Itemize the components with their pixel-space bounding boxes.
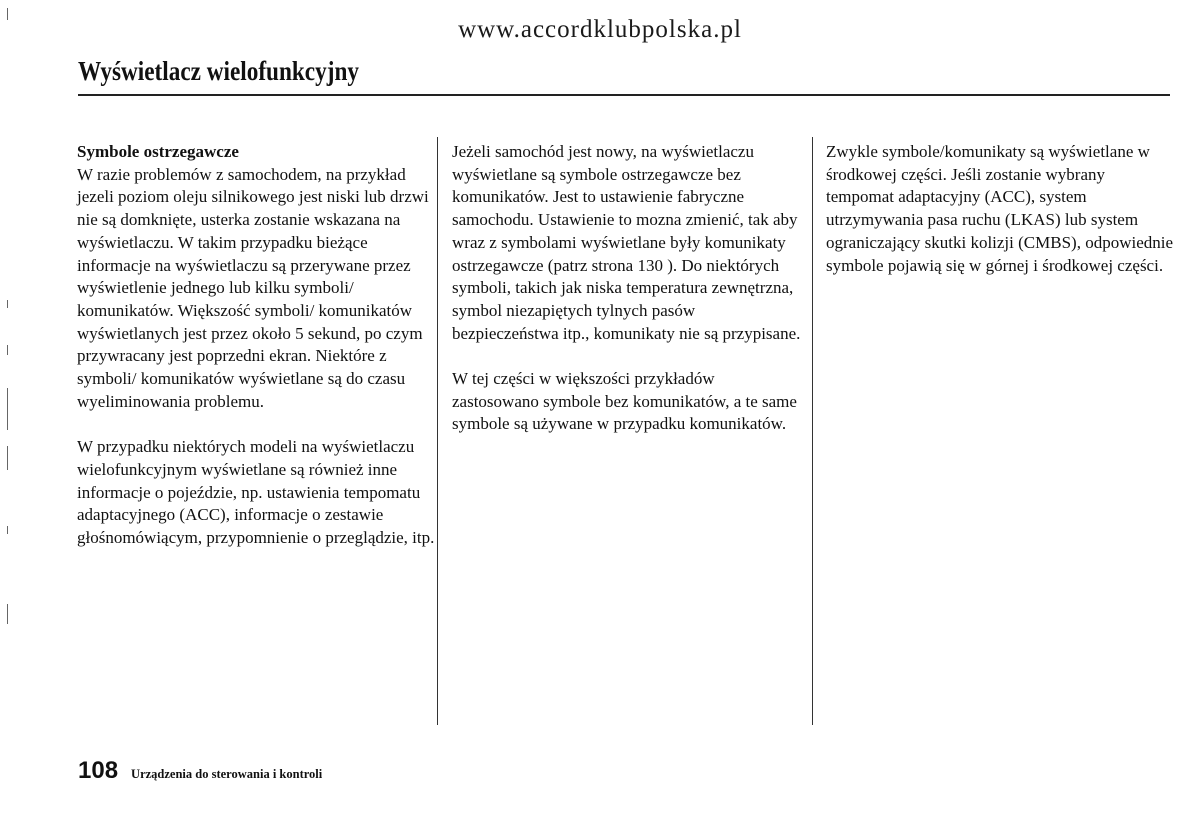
column-divider <box>812 137 813 725</box>
page-footer <box>78 757 322 785</box>
scan-edge-mark <box>7 345 8 355</box>
scan-edge-mark <box>7 446 8 470</box>
site-url-watermark: www.accordklubpolska.pl <box>458 16 742 43</box>
scan-edge-mark <box>7 300 8 308</box>
page-number: 108 <box>78 757 119 784</box>
scan-edge-mark <box>7 8 8 20</box>
page-title: Wyświetlacz wielofunkcyjny <box>78 56 359 86</box>
paragraph: Zwykle symbole/komunikaty są wyświetlane w środkowej części. Jeśli zostanie wybrany tempomat adaptacyjny (ACC), system utrzymywania pasa ruchu (LKAS) lub system ograniczający skutki kolizji (CMBS), odpowiednie symbole pojawią się w górnej i środkowej części. <box>826 142 1174 275</box>
scan-edge-mark <box>7 604 8 624</box>
title-rule <box>78 94 1170 96</box>
paragraph: Jeżeli samochód jest nowy, na wyświetlaczu wyświetlane są symbole ostrzegawcze bez komunikatów. Jest to ustawienie fabryczne samochodu. Ustawienie to mozna zmienić, tak aby wraz z symbolami wyświetlane były komunikaty ostrzegawcze (patrz strona 130 ). Do niektórych symboli, takich jak niska temperatura zewnętrzna, symbol niezapiętych tylnych pasów bezpieczeństwa itp., komunikaty nie są przypisane. <box>452 142 801 343</box>
scan-edge-mark <box>7 526 8 534</box>
paragraph: W tej części w większości przykładów zastosowano symbole bez komunikatów, a te same symbole są używane w przypadku komunikatów. <box>452 369 797 434</box>
column-1 <box>77 141 437 550</box>
column-divider <box>437 137 438 725</box>
column-2 <box>452 141 804 436</box>
section-heading: Symbole ostrzegawcze <box>77 142 239 161</box>
paragraph: W razie problemów z samochodem, na przykład jezeli poziom oleju silnikowego jest niski lub drzwi nie są domknięte, usterka zostanie wskazana na wyświetlaczu. W takim przypadku bieżące informacje na wyświetlaczu są przerywane przez wyświetlenie jednego lub kilku symboli/ komunikatów. Większość symboli/ komunikatów wyświetlanych jest przez około 5 sekund, po czym przywracany jest poprzedni ekran. Niektóre z symboli/ komunikatów wyświetlane są do czasu wyeliminowania problemu. <box>77 164 429 411</box>
paragraph: W przypadku niektórych modeli na wyświetlaczu wielofunkcyjnym wyświetlane są również inne informacje o pojeździe, np. ustawienia tempomatu adaptacyjnego (ACC), informacje o zestawie głośnomówiącym, przypomnienie o przeglądzie, itp. <box>77 437 435 547</box>
scan-edge-mark <box>7 388 8 430</box>
footer-section-title: Urządzenia do sterowania i kontroli <box>131 767 323 781</box>
column-3 <box>826 141 1176 277</box>
